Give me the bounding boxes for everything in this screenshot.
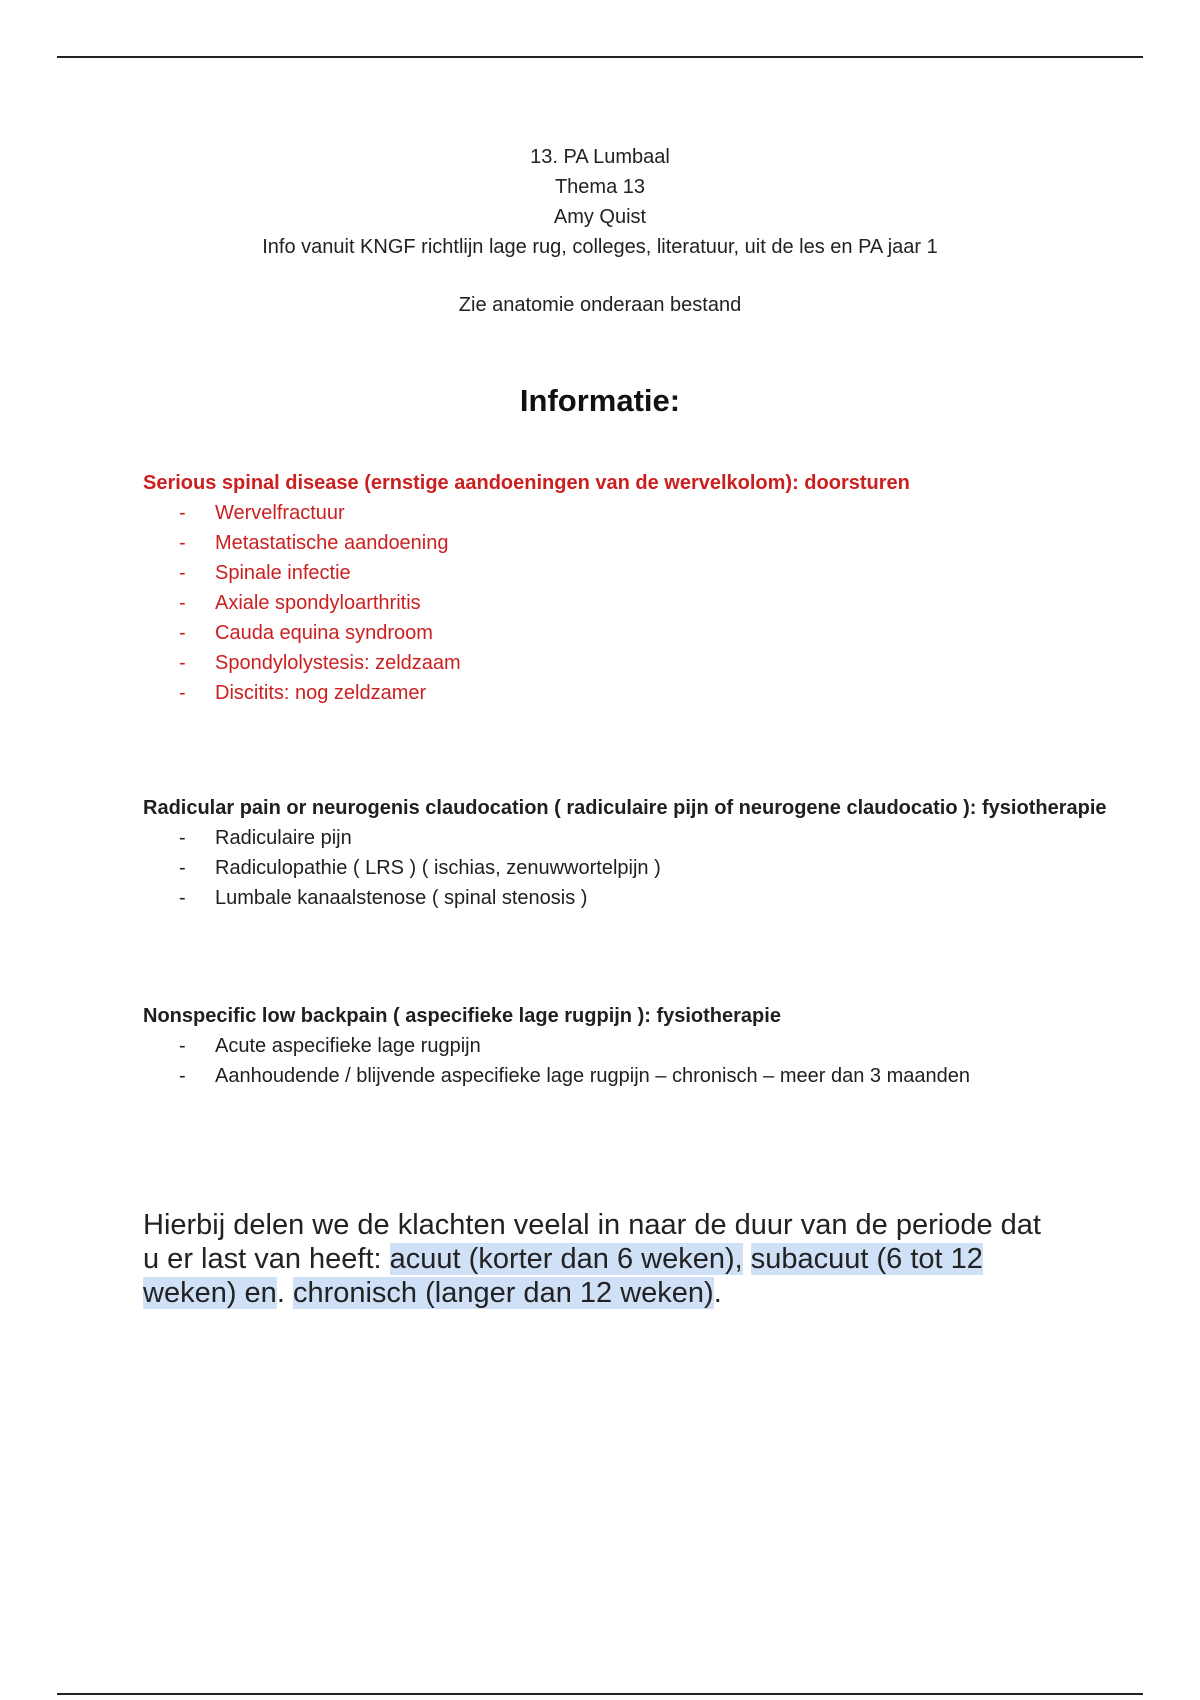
nonspecific-list <box>143 1031 1123 1091</box>
radicular-pain-section <box>143 793 1123 913</box>
bullet-dash: - <box>179 857 186 879</box>
bullet-dash: - <box>179 887 186 909</box>
highlight-subacute: subacuut (6 tot 12 weken) en <box>143 1243 983 1309</box>
header-note: Zie anatomie onderaan bestand <box>458 294 742 316</box>
header-title: 13. PA Lumbaal <box>530 146 670 168</box>
highlight-chronic: chronisch (langer dan 12 weken) <box>292 1277 714 1309</box>
list-item: - Aanhoudende / blijvende aspecifieke lage rugpijn – chronisch – meer dan 3 maanden <box>143 1061 1123 1091</box>
radicular-heading: Radicular pain or neurogenis claudocation ( radiculaire pijn of neurogene claudocatio ): fysiotherapie <box>143 797 1107 819</box>
bullet-dash: - <box>179 502 186 524</box>
top-rule <box>57 56 1143 58</box>
serious-heading: Serious spinal disease (ernstige aandoeningen van de wervelkolom): doorsturen <box>143 472 910 494</box>
header-source: Info vanuit KNGF richtlijn lage rug, colleges, literatuur, uit de les en PA jaar 1 <box>262 236 938 258</box>
list-item: - Radiculaire pijn <box>143 823 1123 853</box>
list-item: - Cauda equina syndroom <box>143 618 1123 648</box>
list-item: - Spinale infectie <box>143 558 1123 588</box>
list-item: - Spondylolystesis: zeldzaam <box>143 648 1123 678</box>
nonspecific-backpain-section <box>143 1001 1123 1091</box>
list-item: - Lumbale kanaalstenose ( spinal stenosis ) <box>143 883 1123 913</box>
bullet-dash: - <box>179 1065 186 1087</box>
bullet-dash: - <box>179 532 186 554</box>
list-item: - Discitits: nog zeldzamer <box>143 678 1123 708</box>
nonspecific-heading: Nonspecific low backpain ( aspecifieke lage rugpijn ): fysiotherapie <box>143 1005 781 1027</box>
bullet-dash: - <box>179 622 186 644</box>
document-header <box>0 142 1200 320</box>
serious-spinal-disease-section <box>143 468 1123 708</box>
header-theme: Thema 13 <box>554 176 646 198</box>
bullet-dash: - <box>179 682 186 704</box>
bullet-dash: - <box>179 827 186 849</box>
list-item: - Acute aspecifieke lage rugpijn <box>143 1031 1123 1061</box>
bullet-dash: - <box>179 1035 186 1057</box>
paragraph-text: Hierbij delen we de klachten veelal in naar de duur van de periode dat u er last van heeft: <box>143 1209 1041 1275</box>
serious-list <box>143 498 1123 708</box>
duration-paragraph: Hierbij delen we de klachten veelal in naar de duur van de periode dat u er last van heeft: acuut (korter dan 6 weken), subacuut (6 tot 12 weken) en. chronisch (langer dan 12 weken). <box>143 1209 1041 1309</box>
highlight-acute: acuut (korter dan 6 weken), <box>389 1243 743 1275</box>
list-item: - Metastatische aandoening <box>143 528 1123 558</box>
section-title: Informatie: <box>519 383 681 418</box>
radicular-list <box>143 823 1123 913</box>
list-item: - Axiale spondyloarthritis <box>143 588 1123 618</box>
header-author: Amy Quist <box>553 206 647 228</box>
list-item: - Wervelfractuur <box>143 498 1123 528</box>
bottom-rule <box>57 1693 1143 1695</box>
bullet-dash: - <box>179 592 186 614</box>
bullet-dash: - <box>179 562 186 584</box>
list-item: - Radiculopathie ( LRS ) ( ischias, zenuwwortelpijn ) <box>143 853 1123 883</box>
bullet-dash: - <box>179 652 186 674</box>
